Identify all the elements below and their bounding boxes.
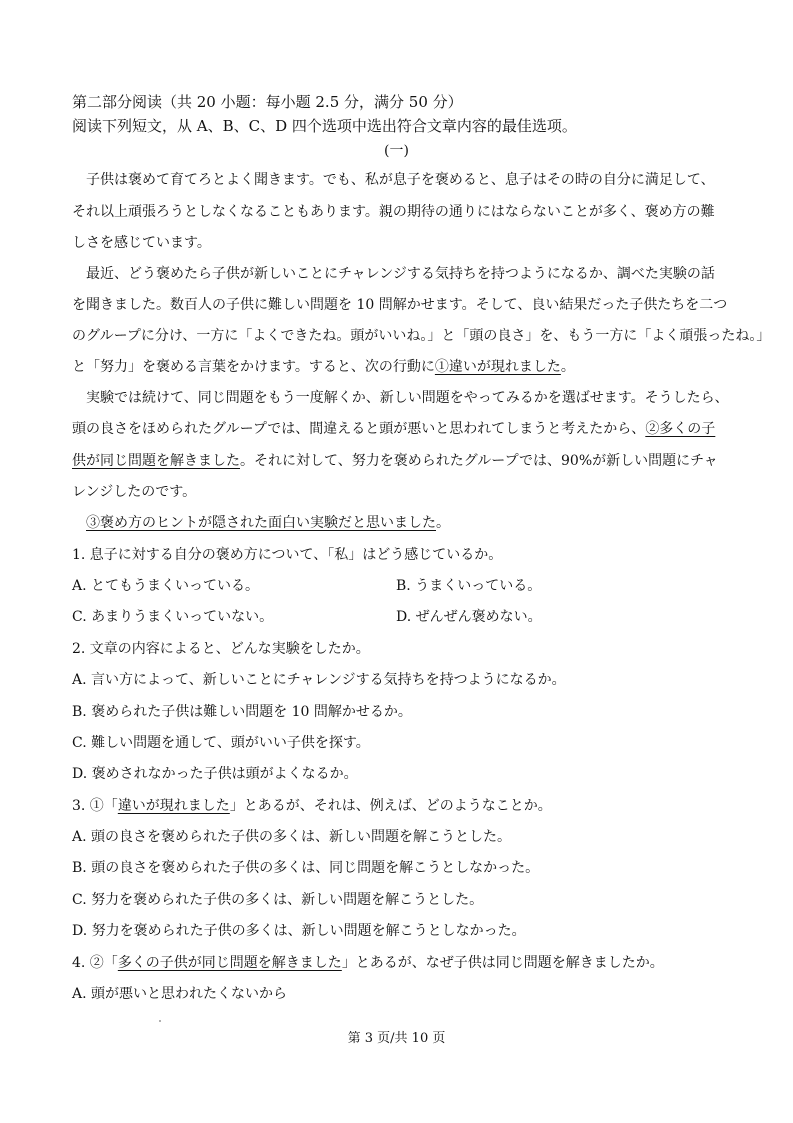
option-c: C. 努力を褒められた子供の多くは、新しい問題を解こうとした。: [72, 892, 484, 908]
option-a: A. とてもうまくいっている。: [72, 578, 260, 594]
passage-text: と「努力」を褒める言葉をかけます。すると、次の行動に: [72, 359, 435, 375]
underlined-phrase-2a: ②多くの子: [645, 421, 716, 437]
stem-underlined: 違いが現れました: [117, 798, 230, 814]
option-d: D. ぜんぜん褒めない。: [396, 609, 542, 625]
question-stem: [72, 797, 552, 815]
option-c: C. あまりうまくいっていない。: [72, 609, 274, 625]
passage-line: [86, 514, 450, 532]
option-a: A. 頭の良さを褒められた子供の多くは、新しい問題を解こうとした。: [72, 829, 512, 845]
passage-line: 子供は褒めて育てろとよく聞きます。でも、私が息子を褒めると、息子はその時の自分に満足して、: [86, 172, 715, 188]
passage-text: 。: [560, 359, 575, 375]
option-b: B. 頭の良さを褒められた子供の多くは、同じ問題を解こうとしなかった。: [72, 860, 540, 876]
underlined-phrase-3: ③褒め方のヒントが隠された面白い実験だと思いました: [86, 515, 436, 531]
passage-text: 。それに対して、努力を褒められたグループでは、90%が新しい問題にチャ: [240, 453, 718, 469]
passage-number: (一): [384, 143, 409, 159]
question-stem: 2. 文章の内容によると、どんな実験をしたか。: [72, 641, 370, 657]
stem-underlined: 多くの子供が同じ問題を解きました: [117, 955, 342, 971]
option-a: A. 言い方によって、新しいことにチャレンジする気持ちを持つようになるか。: [72, 672, 566, 688]
stem-text: 4. ②「: [72, 955, 118, 971]
option-c: C. 難しい問題を通して、頭がいい子供を探す。: [72, 735, 370, 751]
option-a: A. 頭が悪いと思われたくないから: [72, 986, 288, 1002]
option-b: B. うまくいっている。: [396, 578, 542, 594]
section-title: 第二部分阅读（共 20 小题：每小题 2.5 分，满分 50 分）: [72, 93, 463, 111]
question-stem: 1. 息子に対する自分の褒め方について、「私」はどう感じているか。: [72, 547, 503, 563]
option-d: D. 努力を褒められた子供の多くは、新しい問題を解こうとしなかった。: [72, 923, 526, 939]
passage-text: 頭の良さをほめられたグループでは、間違えると頭が悪いと思われてしまうと考えたから、: [72, 421, 646, 437]
stem-text: 」とあるが、なぜ子供は同じ問題を解きましたか。: [341, 955, 664, 971]
passage-text: 。: [436, 515, 450, 531]
passage-line: それ以上頑張ろうとしなくなることもあります。親の期待の通りにはならないことが多く、褒め方の難: [72, 204, 715, 220]
passage-line: [72, 452, 718, 470]
passage-line: レンジしたのです。: [72, 484, 197, 500]
passage-line: 実験では続けて、同じ問題をもう一度解くか、新しい問題をやってみるかを選ばせます。そうしたら、: [86, 390, 729, 406]
option-b: B. 褒められた子供は難しい問題を 10 問解かせるか。: [72, 704, 412, 720]
underlined-phrase-1: ①違いが現れました: [434, 359, 561, 375]
passage-line: しさを感じています。: [72, 235, 211, 251]
passage-line: を聞きました。数百人の子供に難しい問題を 10 問解かせます。そして、良い結果だった子供たちを二つ: [72, 297, 728, 313]
stem-text: 」とあるが、それは、例えば、どのようなことか。: [229, 798, 552, 814]
page-number: 第 3 页/共 10 页: [347, 1031, 446, 1046]
stem-text: 3. ①「: [72, 798, 118, 814]
scan-speck: [159, 1020, 161, 1022]
passage-line: 最近、どう褒めたら子供が新しいことにチャレンジする気持ちを持つようになるか、調べた実験の話: [86, 266, 715, 282]
underlined-phrase-2b: 供が同じ問題を解きました: [72, 453, 240, 469]
instructions: 阅读下列短文，从 A、B、C、D 四个选项中选出符合文章内容的最佳选项。: [72, 117, 577, 135]
passage-line: のグループに分け、一方に「よくできたね。頭がいいね。」と「頭の良さ」を、もう一方に「よく頑張ったね。」: [72, 328, 771, 344]
option-d: D. 褒めされなかった子供は頭がよくなるか。: [72, 766, 358, 782]
question-stem: [72, 954, 664, 972]
passage-line: [72, 358, 575, 376]
passage-line: [72, 420, 715, 438]
